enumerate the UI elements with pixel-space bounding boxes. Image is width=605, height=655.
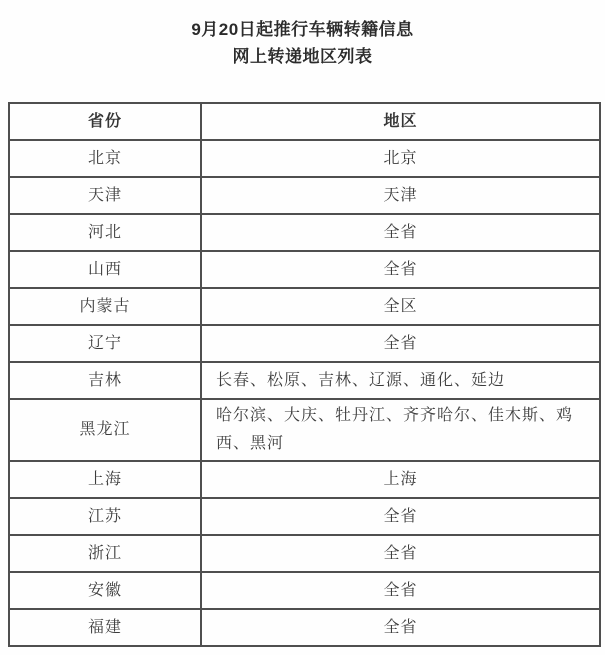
table-row [9, 609, 600, 646]
region-cell: 北京 [201, 140, 600, 177]
region-cell: 全区 [201, 288, 600, 325]
region-cell: 全省 [201, 251, 600, 288]
region-cell: 长春、松原、吉林、辽源、通化、延边 [201, 362, 600, 399]
region-table [8, 102, 601, 647]
page-title-line-2: 网上转递地区列表 [232, 47, 373, 66]
region-cell: 哈尔滨、大庆、牡丹江、齐齐哈尔、佳木斯、鸡西、黑河 [201, 399, 600, 461]
province-cell: 福建 [9, 609, 201, 646]
table-row [9, 535, 600, 572]
province-cell: 浙江 [9, 535, 201, 572]
province-cell: 上海 [9, 461, 201, 498]
province-cell: 安徽 [9, 572, 201, 609]
province-cell: 辽宁 [9, 325, 201, 362]
province-cell: 内蒙古 [9, 288, 201, 325]
table-header-row [9, 103, 600, 140]
table-row [9, 251, 600, 288]
province-cell: 天津 [9, 177, 201, 214]
table-body [9, 140, 600, 646]
page-title-line-1: 9月20日起推行车辆转籍信息 [191, 20, 414, 39]
region-cell: 全省 [201, 214, 600, 251]
page-title [0, 0, 605, 70]
region-cell: 天津 [201, 177, 600, 214]
header-province: 省份 [9, 103, 201, 140]
province-cell: 吉林 [9, 362, 201, 399]
region-cell: 全省 [201, 535, 600, 572]
table-row [9, 140, 600, 177]
table-row [9, 288, 600, 325]
region-cell: 全省 [201, 325, 600, 362]
table-row [9, 399, 600, 461]
province-cell: 黑龙江 [9, 399, 201, 461]
province-cell: 河北 [9, 214, 201, 251]
table-row [9, 325, 600, 362]
header-region: 地区 [201, 103, 600, 140]
table-row [9, 214, 600, 251]
region-cell: 全省 [201, 498, 600, 535]
province-cell: 江苏 [9, 498, 201, 535]
region-cell: 上海 [201, 461, 600, 498]
table-row [9, 461, 600, 498]
table-row [9, 498, 600, 535]
region-cell: 全省 [201, 572, 600, 609]
table-row [9, 362, 600, 399]
province-cell: 山西 [9, 251, 201, 288]
province-cell: 北京 [9, 140, 201, 177]
table-row [9, 177, 600, 214]
table-row [9, 572, 600, 609]
region-cell: 全省 [201, 609, 600, 646]
